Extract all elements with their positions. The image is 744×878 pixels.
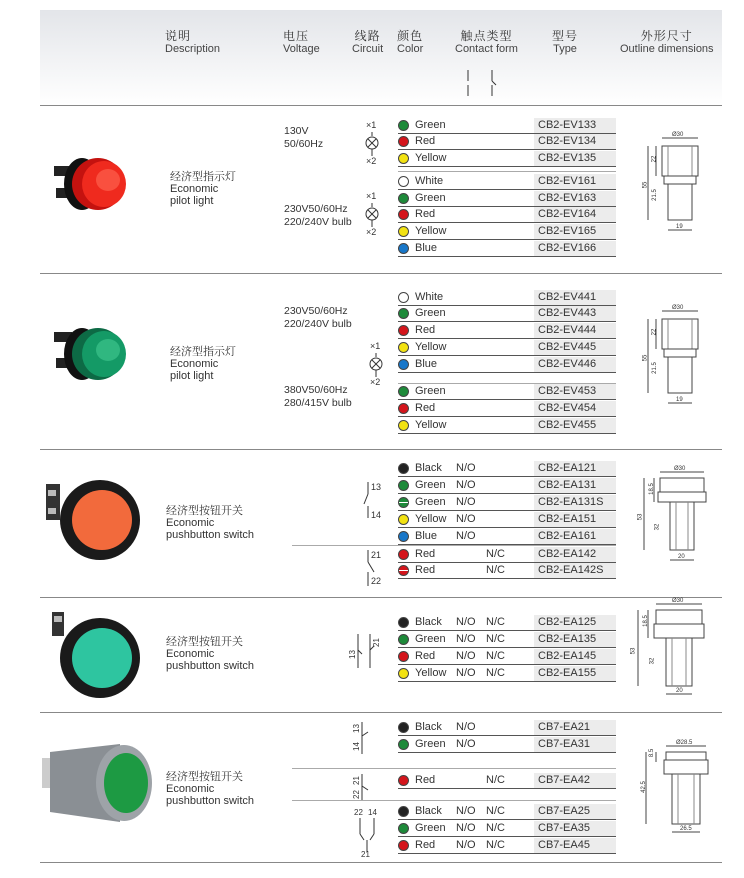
type-code: CB2-EA161 [534, 529, 616, 544]
red-pilot-light-image [48, 148, 138, 228]
lamp-circuit-symbol: ×1 ×2 [370, 341, 381, 387]
row-underline [398, 647, 616, 648]
nc-contact-symbol: 21 22 [362, 548, 392, 588]
no-contact-symbol: 13 14 [350, 720, 380, 756]
no-nc-contact-symbol: 13 21 [347, 638, 381, 659]
type-code: CB2-EV455 [534, 418, 616, 433]
row-underline [398, 578, 616, 579]
type-code: CB2-EV161 [534, 174, 616, 189]
contact-no-label: N/O [456, 650, 476, 662]
contact-no-label: N/O [456, 496, 476, 508]
color-dot-icon [398, 463, 409, 474]
color-label: Green [415, 479, 446, 491]
type-code: CB2-EA145 [534, 649, 616, 664]
type-code: CB2-EV453 [534, 384, 616, 399]
color-dot-icon [398, 531, 409, 542]
color-dot-icon [398, 359, 409, 370]
color-label: Blue [415, 358, 438, 370]
color-dot-icon [398, 722, 409, 733]
row-underline [398, 149, 616, 150]
color-label: Black [415, 805, 442, 817]
table-row [398, 804, 616, 820]
group-separator [292, 800, 616, 801]
color-label: Red [415, 548, 436, 560]
color-dot-icon [398, 634, 409, 645]
table-row [398, 615, 616, 631]
table-row [398, 401, 616, 417]
type-code: CB2-EV135 [534, 151, 616, 166]
color-label: Red [415, 135, 436, 147]
contact-no-label: N/O [456, 721, 476, 733]
color-label: Blue [415, 530, 438, 542]
nc-contact-symbol: 21 22 [350, 772, 380, 802]
type-code: CB2-EV164 [534, 207, 616, 222]
table-row [398, 495, 616, 511]
table-row [398, 461, 616, 477]
contact-no-label: N/O [456, 667, 476, 679]
voltage-380v: 380V50/60Hz 280/415V bulb [284, 384, 352, 409]
contact-nc-label: N/C [486, 564, 505, 576]
color-label: Black [415, 616, 442, 628]
contact-nc-label: N/C [486, 667, 505, 679]
type-code: CB2-EA125 [534, 615, 616, 630]
row-underline [398, 256, 616, 257]
type-code: CB2-EA131S [534, 495, 616, 510]
color-dot-icon [398, 651, 409, 662]
contact-nc-label: N/C [486, 650, 505, 662]
table-row [398, 418, 616, 434]
header-contact-form: 触点类型 Contact form [455, 29, 518, 55]
green-cb7-pushbutton-image [40, 738, 156, 828]
type-code: CB7-EA31 [534, 737, 616, 752]
color-label: Red [415, 774, 436, 786]
color-dot-icon [398, 823, 409, 834]
type-code: CB2-EV445 [534, 340, 616, 355]
table-row [398, 241, 616, 257]
contact-nc-label: N/C [486, 548, 505, 560]
color-dot-icon [398, 668, 409, 679]
color-dot-icon [398, 386, 409, 397]
type-code: CB7-EA21 [534, 720, 616, 735]
outline-drawing-2: Ø30 22 55 21.5 19 [644, 305, 710, 413]
color-dot-icon [398, 325, 409, 336]
outline-drawing-5: Ø28.5 8.5 42.5 26.5 [640, 740, 718, 840]
contact-no-label: N/O [456, 462, 476, 474]
row-underline [398, 664, 616, 665]
row-underline [398, 166, 616, 167]
color-label: Green [415, 385, 446, 397]
table-row [398, 134, 616, 150]
type-code: CB7-EA25 [534, 804, 616, 819]
color-dot-icon [398, 775, 409, 786]
type-code: CB2-EV163 [534, 191, 616, 206]
section-1-description: 经济型指示灯 Economic pilot light [170, 171, 236, 207]
voltage-230v: 230V50/60Hz 220/240V bulb [284, 203, 352, 228]
table-row [398, 478, 616, 494]
type-code: CB2-EV441 [534, 290, 616, 305]
type-code: CB2-EV454 [534, 401, 616, 416]
color-label: Red [415, 402, 436, 414]
table-row [398, 547, 616, 563]
row-underline [398, 338, 616, 339]
row-underline [398, 853, 616, 854]
table-row [398, 151, 616, 167]
green-pilot-light-image [48, 318, 138, 398]
table-row [398, 224, 616, 240]
color-dot-icon [398, 806, 409, 817]
color-label: Green [415, 119, 446, 131]
color-label: Green [415, 192, 446, 204]
row-underline [398, 735, 616, 736]
contact-no-label: N/O [456, 805, 476, 817]
color-dot-icon [398, 342, 409, 353]
row-underline [398, 433, 616, 434]
color-label: Green [415, 496, 446, 508]
table-row [398, 666, 616, 682]
row-underline [398, 544, 616, 545]
type-code: CB2-EV134 [534, 134, 616, 149]
row-underline [398, 476, 616, 477]
color-dot-icon [398, 480, 409, 491]
lamp-circuit-symbol: ×1 ×2 [366, 191, 377, 237]
row-underline [398, 355, 616, 356]
contact-no-label: N/O [456, 479, 476, 491]
color-label: Green [415, 738, 446, 750]
row-underline [398, 239, 616, 240]
table-row [398, 512, 616, 528]
table-row [398, 290, 616, 306]
table-row [398, 357, 616, 373]
header-type: 型号 Type [552, 29, 579, 55]
contact-no-label: N/O [456, 616, 476, 628]
color-label: White [415, 291, 444, 303]
type-code: CB2-EV133 [534, 118, 616, 133]
table-row [398, 632, 616, 648]
section-5-description: 经济型按钮开关 Economic pushbutton switch [166, 771, 255, 807]
section-divider [40, 105, 722, 106]
type-code: CB2-EA121 [534, 461, 616, 476]
green-pushbutton-image [44, 610, 144, 700]
type-code: CB2-EA151 [534, 512, 616, 527]
color-dot-icon [398, 308, 409, 319]
contact-no-label: N/O [456, 530, 476, 542]
group-separator [292, 768, 616, 769]
no-contact-symbol: 13 14 [362, 478, 392, 522]
color-dot-icon [398, 497, 409, 508]
type-code: CB7-EA45 [534, 838, 616, 853]
color-dot-icon [398, 153, 409, 164]
contact-no-label: N/O [456, 513, 476, 525]
header-voltage: 电压 Voltage [283, 29, 320, 55]
table-row [398, 563, 616, 579]
header-outline: 外形尺寸 Outline dimensions [620, 29, 714, 55]
table-row [398, 118, 616, 134]
group-separator [398, 171, 616, 172]
header-description: 说明 Description [165, 29, 221, 55]
type-code: CB2-EV166 [534, 241, 616, 256]
table-row [398, 737, 616, 753]
color-dot-icon [398, 565, 409, 576]
outline-drawing-3: Ø30 18.5 53 32 20 [640, 466, 716, 570]
color-label: Blue [415, 242, 438, 254]
group-separator [292, 545, 616, 546]
color-dot-icon [398, 176, 409, 187]
row-underline [398, 681, 616, 682]
table-row [398, 340, 616, 356]
color-dot-icon [398, 617, 409, 628]
table-row [398, 529, 616, 545]
row-underline [398, 321, 616, 322]
color-label: Green [415, 822, 446, 834]
contact-no-label: N/O [456, 738, 476, 750]
color-label: Yellow [415, 667, 447, 679]
color-dot-icon [398, 292, 409, 303]
contact-nc-label: N/C [486, 822, 505, 834]
outline-drawing-1: Ø30 22 55 21.5 19 [644, 132, 710, 240]
type-code: CB2-EA142S [534, 563, 616, 578]
color-dot-icon [398, 403, 409, 414]
type-code: CB2-EA142 [534, 547, 616, 562]
color-label: Black [415, 462, 442, 474]
table-row [398, 207, 616, 223]
type-code: CB2-EV444 [534, 323, 616, 338]
color-dot-icon [398, 226, 409, 237]
no-nc-contact-symbol: 22 14 21 [354, 808, 377, 859]
header-circuit: 线路 Circuit [352, 29, 384, 55]
voltage-130v: 130V 50/60Hz [284, 125, 324, 150]
row-underline [398, 788, 616, 789]
color-dot-icon [398, 243, 409, 254]
color-dot-icon [398, 549, 409, 560]
contact-no-label: N/O [456, 822, 476, 834]
color-dot-icon [398, 420, 409, 431]
row-underline [398, 493, 616, 494]
color-label: Red [415, 324, 436, 336]
row-underline [398, 372, 616, 373]
type-code: CB2-EA131 [534, 478, 616, 493]
color-label: Red [415, 650, 436, 662]
color-label: Yellow [415, 152, 447, 164]
table-row [398, 306, 616, 322]
type-code: CB2-EV165 [534, 224, 616, 239]
color-label: Yellow [415, 341, 447, 353]
section-3-description: 经济型按钮开关 Economic pushbutton switch [166, 505, 255, 541]
row-underline [398, 630, 616, 631]
table-row [398, 773, 616, 789]
row-underline [398, 510, 616, 511]
row-underline [398, 416, 616, 417]
contact-nc-label: N/C [486, 774, 505, 786]
color-label: Yellow [415, 513, 447, 525]
type-code: CB2-EV446 [534, 357, 616, 372]
color-label: Red [415, 839, 436, 851]
table-row [398, 174, 616, 190]
color-label: Red [415, 564, 436, 576]
contact-nc-label: N/C [486, 805, 505, 817]
color-dot-icon [398, 209, 409, 220]
type-code: CB7-EA35 [534, 821, 616, 836]
section-2-description: 经济型指示灯 Economic pilot light [170, 346, 236, 382]
table-header [40, 10, 722, 105]
contact-form-symbol [462, 68, 502, 100]
color-dot-icon [398, 193, 409, 204]
lamp-circuit-symbol: ×1 ×2 [366, 120, 377, 166]
row-underline [398, 189, 616, 190]
section-divider [40, 597, 722, 598]
type-code: CB2-EA155 [534, 666, 616, 681]
red-pushbutton-image [44, 474, 144, 564]
row-underline [398, 752, 616, 753]
contact-no-label: N/O [456, 633, 476, 645]
color-label: Red [415, 208, 436, 220]
row-underline [398, 399, 616, 400]
table-row [398, 649, 616, 665]
color-label: White [415, 175, 444, 187]
table-row [398, 384, 616, 400]
row-underline [398, 222, 616, 223]
row-underline [398, 836, 616, 837]
color-dot-icon [398, 514, 409, 525]
section-4-description: 经济型按钮开关 Economic pushbutton switch [166, 636, 255, 672]
color-dot-icon [398, 739, 409, 750]
table-row [398, 323, 616, 339]
type-code: CB2-EV443 [534, 306, 616, 321]
section-divider [40, 449, 722, 450]
row-underline [398, 527, 616, 528]
section-divider [40, 712, 722, 713]
color-label: Green [415, 307, 446, 319]
color-dot-icon [398, 136, 409, 147]
color-dot-icon [398, 120, 409, 131]
color-dot-icon [398, 840, 409, 851]
color-label: Green [415, 633, 446, 645]
outline-drawing-4: Ø30 18.5 53 32 20 [632, 600, 714, 704]
section-divider [40, 273, 722, 274]
contact-no-label: N/O [456, 839, 476, 851]
table-row [398, 720, 616, 736]
color-label: Yellow [415, 225, 447, 237]
header-color: 颜色 Color [397, 29, 424, 55]
table-row [398, 191, 616, 207]
row-underline [398, 819, 616, 820]
table-row [398, 838, 616, 854]
contact-nc-label: N/C [486, 616, 505, 628]
table-row [398, 821, 616, 837]
type-code: CB2-EA135 [534, 632, 616, 647]
type-code: CB7-EA42 [534, 773, 616, 788]
contact-nc-label: N/C [486, 633, 505, 645]
section-divider [40, 862, 722, 863]
voltage-230v: 230V50/60Hz 220/240V bulb [284, 305, 352, 330]
color-label: Yellow [415, 419, 447, 431]
contact-nc-label: N/C [486, 839, 505, 851]
color-label: Black [415, 721, 442, 733]
